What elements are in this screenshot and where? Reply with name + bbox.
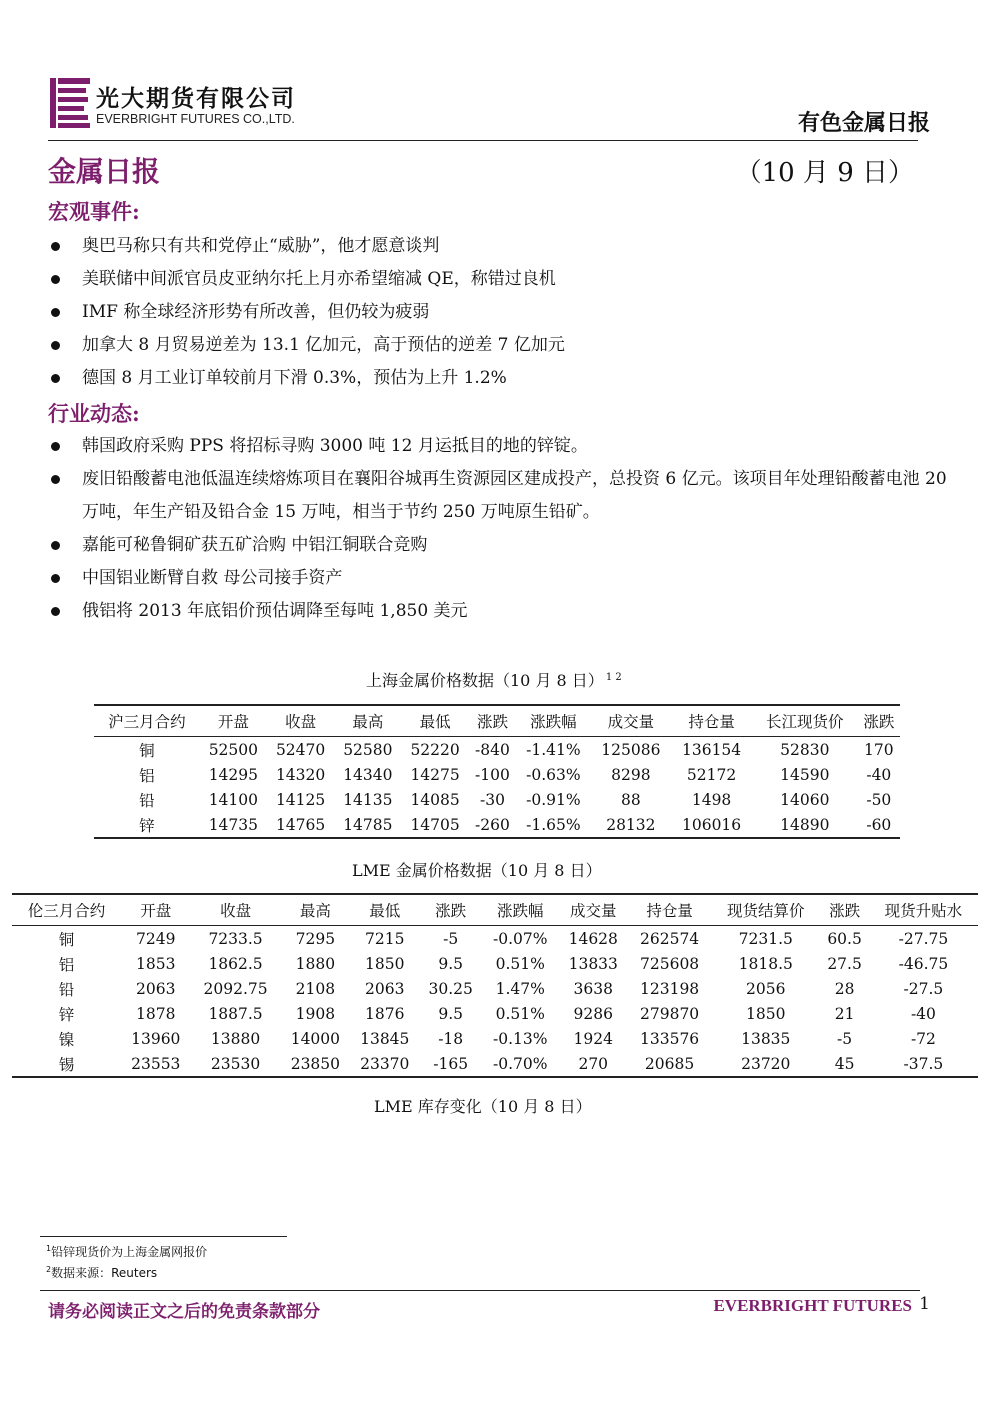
footnote-mark: 2 [46, 1265, 52, 1274]
table-cell: 9.5 [438, 954, 463, 973]
footer-brand: EVERBRIGHT FUTURES [713, 1296, 912, 1315]
metal-name-cell: 铝 [58, 955, 75, 974]
header-divider [48, 140, 918, 141]
table-cell: 28132 [606, 815, 656, 834]
column-header: 现货升贴水 [884, 902, 963, 920]
column-header: 涨跌 [435, 902, 467, 920]
table-cell: 13960 [131, 1029, 181, 1048]
metal-name-cell: 铜 [58, 930, 75, 949]
table-cell: 123198 [640, 979, 700, 998]
lme-price-table [12, 893, 978, 1078]
metal-name-cell: 铅 [58, 980, 75, 999]
table-row [12, 1051, 978, 1077]
table-cell: 725608 [640, 954, 700, 973]
table-cell: 13845 [360, 1029, 410, 1048]
column-header: 收盘 [220, 902, 252, 920]
table-cell: 14125 [275, 790, 326, 809]
table-cell: 13880 [210, 1029, 261, 1048]
table-cell: 20685 [644, 1054, 695, 1073]
column-header: 现货结算价 [727, 902, 805, 920]
table-cell: -27.75 [898, 929, 949, 948]
table-cell: 7215 [365, 929, 405, 948]
footer-divider [40, 1290, 920, 1291]
column-header: 最高 [352, 713, 384, 731]
table-cell: 88 [621, 790, 641, 809]
table-cell: 270 [578, 1054, 609, 1073]
table-cell: 14785 [343, 815, 393, 834]
table-cell: -50 [866, 790, 892, 809]
table-cell: 3638 [573, 979, 613, 998]
table-cell: 0.51% [495, 1004, 545, 1023]
table-cell: 14765 [275, 815, 326, 834]
table-cell: 14320 [275, 765, 326, 784]
table-cell: 1876 [365, 1004, 405, 1023]
metal-name-cell: 铜 [139, 741, 155, 760]
table-cell: -840 [475, 740, 510, 759]
footnote-mark: 1 [46, 1244, 52, 1253]
disclaimer-text: 请务必阅读正文之后的免责条款部分 [48, 1302, 320, 1322]
metal-name-cell: 镍 [58, 1030, 75, 1049]
doc-date: （10 月 9 日） [735, 158, 914, 188]
list-item: 加拿大 8 月贸易逆差为 13.1 亿加元，高于预估的逆差 7 亿加元 [48, 329, 948, 362]
table-cell: 14340 [343, 765, 393, 784]
table-cell: 1498 [691, 790, 732, 809]
table-cell: 262574 [640, 929, 700, 948]
table-cell: 30.25 [428, 979, 473, 998]
table-cell: 7231.5 [738, 929, 793, 948]
table-cell: -0.63% [526, 765, 581, 784]
table-cell: 1880 [295, 954, 336, 973]
table-cell: 23720 [741, 1054, 791, 1073]
table-cell: 21 [834, 1004, 855, 1023]
table-row [94, 787, 900, 812]
metal-name-cell: 锡 [58, 1055, 75, 1074]
table-cell: 23530 [210, 1054, 261, 1073]
table-cell: 13833 [568, 954, 618, 973]
column-header: 涨跌 [476, 713, 508, 731]
table-cell: 28 [834, 979, 855, 998]
macro-list [48, 230, 948, 395]
table-header-row [94, 705, 900, 737]
list-item: 韩国政府采购 PPS 将招标寻购 3000 吨 12 月运抵目的地的锌锭。 [48, 430, 948, 463]
table-cell: 14735 [208, 815, 258, 834]
footnote-text: 数据来源：Reuters [51, 1266, 158, 1280]
table-header-row [12, 894, 978, 926]
macro-heading: 宏观事件: [48, 199, 140, 224]
table-cell: 45 [834, 1054, 855, 1073]
table-cell: 23553 [131, 1054, 181, 1073]
table-cell: 8298 [611, 765, 651, 784]
column-header: 开盘 [140, 902, 172, 920]
table-cell: 1853 [136, 954, 176, 973]
table-row [12, 951, 978, 976]
table-cell: -27.5 [903, 979, 944, 998]
table-cell: 52500 [208, 740, 258, 759]
table-cell: -260 [475, 815, 510, 834]
column-header: 成交量 [607, 713, 655, 731]
table-cell: 9.5 [438, 1004, 463, 1023]
table-cell: 2092.75 [203, 979, 268, 998]
company-logo-icon [50, 78, 90, 128]
table-row [12, 1026, 978, 1051]
table-cell: 2063 [365, 979, 405, 998]
metal-name-cell: 铅 [139, 791, 155, 810]
table-cell: 1850 [746, 1004, 786, 1023]
table-cell: -72 [910, 1029, 936, 1048]
doc-title: 金属日报 [48, 155, 161, 188]
table-cell: 1850 [365, 954, 405, 973]
table-cell: 136154 [681, 740, 742, 759]
table-cell: 7295 [295, 929, 336, 948]
table-cell: 52470 [275, 740, 326, 759]
table-cell: -37.5 [903, 1054, 944, 1073]
column-header: 持仓量 [646, 902, 693, 920]
metal-name-cell: 锌 [58, 1005, 75, 1024]
table-cell: 14000 [290, 1029, 341, 1048]
shfe-caption-notes: 1 2 [605, 671, 622, 683]
list-item: 德国 8 月工业订单较前月下滑 0.3%，预估为上升 1.2% [48, 362, 948, 395]
table-cell: -5 [443, 929, 459, 948]
table-cell: 14628 [568, 929, 618, 948]
table-cell: -0.70% [492, 1054, 548, 1073]
table-row [12, 1001, 978, 1026]
table-cell: 14275 [410, 765, 460, 784]
footnote-text: 铅锌现货价为上海金属网报价 [51, 1245, 208, 1259]
table-cell: 14060 [780, 790, 830, 809]
column-header: 涨跌 [863, 713, 895, 731]
table-row [12, 926, 978, 952]
column-header: 开盘 [217, 713, 249, 731]
table-cell: 1887.5 [208, 1004, 263, 1023]
footnote-1 [46, 1243, 207, 1260]
table-cell: 1862.5 [208, 954, 263, 973]
table-cell: 1924 [573, 1029, 613, 1048]
table-cell: 23850 [290, 1054, 341, 1073]
list-item: 中国铝业断臂自救 母公司接手资产 [48, 562, 948, 595]
table-cell: -46.75 [898, 954, 949, 973]
report-type: 有色金属日报 [797, 110, 930, 136]
table-cell: 23370 [360, 1054, 410, 1073]
table-cell: 27.5 [827, 954, 862, 973]
table-cell: 60.5 [827, 929, 862, 948]
industry-heading: 行业动态: [48, 401, 140, 426]
table-cell: -100 [475, 765, 510, 784]
column-header: 沪三月合约 [108, 713, 186, 731]
list-item: 废旧铅酸蓄电池低温连续熔炼项目在襄阳谷城再生资源园区建成投产，总投资 6 亿元。该项目年处理铅酸蓄电池 20 万吨，年生产铅及铅合金 15 万吨，相当于节约 250 万吨原生铅矿。 [48, 463, 948, 529]
list-item: 美联储中间派官员皮亚纳尔托上月亦希望缩减 QE，称错过良机 [48, 263, 948, 296]
table-cell: 52830 [780, 740, 830, 759]
table-cell: -30 [479, 790, 505, 809]
table-cell: 1818.5 [738, 954, 793, 973]
table-cell: -18 [438, 1029, 464, 1048]
footnote-2 [46, 1264, 157, 1281]
industry-list [48, 430, 948, 628]
table-cell: 1878 [136, 1004, 176, 1023]
list-item: 嘉能可秘鲁铜矿获五矿洽购 中铝江铜联合竞购 [48, 529, 948, 562]
table-cell: -60 [866, 815, 892, 834]
column-header: 最低 [419, 713, 451, 731]
table-cell: 125086 [601, 740, 661, 759]
table-cell: 14890 [780, 815, 830, 834]
shfe-table-caption [366, 668, 622, 691]
table-cell: -1.41% [526, 740, 581, 759]
table-row [94, 737, 900, 763]
table-cell: 7249 [136, 929, 176, 948]
lme-stock-caption: LME 库存变化（10 月 8 日） [374, 1097, 592, 1116]
column-header: 涨跌幅 [496, 902, 544, 920]
column-header: 涨跌 [829, 902, 861, 920]
column-header: 最低 [369, 902, 401, 920]
company-name-en: EVERBRIGHT FUTURES CO.,LTD. [96, 112, 295, 126]
column-header: 长江现货价 [766, 713, 844, 731]
table-cell: 106016 [681, 815, 742, 834]
table-cell: 0.51% [495, 954, 545, 973]
table-cell: 7233.5 [208, 929, 263, 948]
table-cell: 14085 [410, 790, 460, 809]
table-cell: 14100 [208, 790, 258, 809]
table-cell: 14295 [208, 765, 258, 784]
table-cell: -40 [866, 765, 892, 784]
column-header: 最高 [299, 902, 331, 920]
table-cell: 52580 [343, 740, 393, 759]
table-cell: 14590 [780, 765, 830, 784]
company-name-cn: 光大期货有限公司 [96, 85, 296, 112]
footnote-divider [40, 1236, 287, 1237]
list-item: 俄铝将 2013 年底铝价预估调降至每吨 1,850 美元 [48, 595, 948, 628]
metal-name-cell: 铝 [139, 766, 155, 785]
table-row [12, 976, 978, 1001]
table-cell: -5 [837, 1029, 853, 1048]
column-header: 伦三月合约 [27, 902, 106, 920]
table-cell: -0.13% [492, 1029, 548, 1048]
table-cell: 13835 [741, 1029, 791, 1048]
shfe-caption-text: 上海金属价格数据（10 月 8 日） [366, 671, 604, 690]
table-cell: 9286 [573, 1004, 613, 1023]
column-header: 持仓量 [688, 713, 735, 731]
table-cell: -165 [433, 1054, 469, 1073]
table-cell: -0.91% [526, 790, 581, 809]
table-cell: 2063 [136, 979, 176, 998]
table-cell: 52172 [686, 765, 737, 784]
table-cell: 52220 [410, 740, 460, 759]
table-cell: 279870 [640, 1004, 700, 1023]
column-header: 涨跌幅 [530, 713, 577, 731]
table-cell: 14135 [343, 790, 393, 809]
table-cell: 170 [864, 740, 894, 759]
table-cell: 2108 [295, 979, 336, 998]
table-cell: 133576 [640, 1029, 700, 1048]
column-header: 成交量 [570, 902, 617, 920]
table-cell: -1.65% [526, 815, 581, 834]
lme-table-caption: LME 金属价格数据（10 月 8 日） [352, 861, 602, 880]
table-cell: 14705 [410, 815, 460, 834]
table-row [94, 762, 900, 787]
table-cell: -0.07% [492, 929, 548, 948]
table-cell: 1.47% [495, 979, 545, 998]
table-cell: 2056 [746, 979, 786, 998]
column-header: 收盘 [285, 713, 317, 731]
table-row [94, 812, 900, 838]
table-cell: 1908 [295, 1004, 336, 1023]
page-number: 1 [919, 1294, 930, 1314]
list-item: 奥巴马称只有共和党停止“威胁”，他才愿意谈判 [48, 230, 948, 263]
metal-name-cell: 锌 [139, 816, 155, 835]
table-cell: -40 [910, 1004, 936, 1023]
list-item: IMF 称全球经济形势有所改善，但仍较为疲弱 [48, 296, 948, 329]
shfe-price-table [94, 704, 900, 839]
